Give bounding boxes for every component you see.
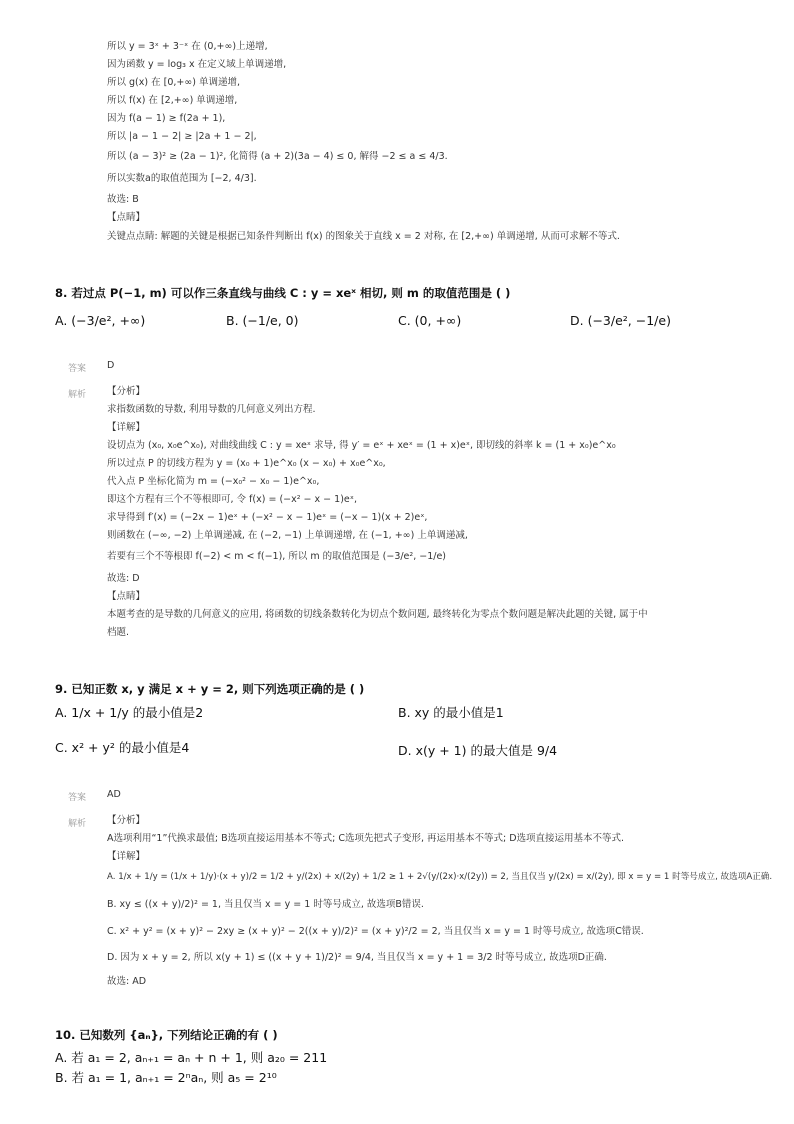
- analysis-line: D. 因为 x + y = 2, 所以 x(y + 1) ≤ ((x + y + 1)/2)² = 9/4, 当且仅当 x = y + 1 = 3/2 时等号成立, 故选项D正确.: [107, 952, 607, 963]
- analysis-line: 若要有三个不等根即 f(−2) < m < f(−1), 所以 m 的取值范围是 (−3/e², −1/e): [107, 551, 447, 562]
- option-b: B. 若 a₁ = 1, aₙ₊₁ = 2ⁿaₙ, 则 a₅ = 2¹⁰: [55, 1070, 277, 1085]
- analysis-line: 档题.: [107, 627, 130, 638]
- analysis-line: 故选: D: [107, 573, 140, 584]
- analysis-line: 【详解】: [107, 422, 146, 433]
- analysis-line: 求指数函数的导数, 利用导数的几何意义列出方程.: [107, 404, 316, 415]
- solution-line: 所以 f(x) 在 [2,+∞) 单调递增,: [107, 95, 238, 106]
- answer-tag: 答案: [68, 364, 87, 374]
- answer-value: AD: [107, 789, 121, 800]
- option-c: C. x² + y² 的最小值是4: [55, 740, 190, 755]
- option-a: A. 若 a₁ = 2, aₙ₊₁ = aₙ + n + 1, 则 a₂₀ = 211: [55, 1050, 328, 1065]
- analysis-line: 【点睛】: [107, 591, 146, 602]
- solution-line: 所以 g(x) 在 [0,+∞) 单调递增,: [107, 77, 241, 88]
- analysis-line: 设切点为 (x₀, x₀e^x₀), 对曲线曲线 C : y = xeˣ 求导, 得 y′ = eˣ + xeˣ = (1 + x)eˣ, 即切线的斜率 k = (1 + x₀)e^x₀: [107, 440, 616, 451]
- option-d: D. x(y + 1) 的最大值是 9/4: [398, 743, 558, 758]
- option-c: C. (0, +∞): [398, 313, 462, 328]
- analysis-tag: 解析: [68, 819, 87, 829]
- analysis-line: A选项利用“1”代换求最值; B选项直接运用基本不等式; C选项先把式子变形, 再运用基本不等式; D选项直接运用基本不等式.: [107, 833, 625, 844]
- analysis-line: A. 1/x + 1/y = (1/x + 1/y)·(x + y)/2 = 1/2 + y/(2x) + x/(2y) + 1/2 ≥ 1 + 2√(y/(2x)·x/(2y)) = 2, 当且仅当 y/(2x) = x/(2y), 即 x = y = 1 时等号成立, 故选项A正确.: [107, 872, 773, 882]
- question-stem: 10. 已知数列 {aₙ}, 下列结论正确的有 ( ): [55, 1028, 278, 1042]
- solution-line: 因为 f(a − 1) ≥ f(2a + 1),: [107, 113, 226, 124]
- analysis-line: 即这个方程有三个不等根即可, 令 f(x) = (−x² − x − 1)eˣ,: [107, 494, 357, 505]
- analysis-line: 本题考查的是导数的几何意义的应用, 将函数的切线条数转化为切点个数问题, 最终转化为零点个数问题是解决此题的关键, 属于中: [107, 609, 648, 620]
- option-b: B. (−1/e, 0): [226, 313, 299, 328]
- solution-line: 关键点点睛: 解题的关键是根据已知条件判断出 f(x) 的图象关于直线 x = 2 对称, 在 [2,+∞) 单调递增, 从而可求解不等式.: [107, 231, 620, 242]
- analysis-line: 故选: AD: [107, 976, 147, 987]
- analysis-line: 所以过点 P 的切线方程为 y = (x₀ + 1)e^x₀ (x − x₀) + x₀e^x₀,: [107, 458, 386, 469]
- answer-tag: 答案: [68, 793, 87, 803]
- analysis-line: C. x² + y² = (x + y)² − 2xy ≥ (x + y)² − 2((x + y)/2)² = (x + y)²/2 = 2, 当且仅当 x = y = 1 时等号成立, 故选项C错误.: [107, 926, 644, 937]
- answer-value: D: [107, 360, 115, 371]
- option-b: B. xy 的最小值是1: [398, 705, 504, 720]
- analysis-line: 【详解】: [107, 851, 146, 862]
- solution-line: 所以 |a − 1 − 2| ≥ |2a + 1 − 2|,: [107, 131, 257, 142]
- solution-line: 【点睛】: [107, 212, 146, 223]
- option-a: A. (−3/e², +∞): [55, 313, 146, 328]
- solution-line: 所以 y = 3ˣ + 3⁻ˣ 在 (0,+∞)上递增,: [107, 41, 268, 52]
- solution-line: 所以实数a的取值范围为 [−2, 4/3].: [107, 173, 257, 184]
- solution-line: 因为函数 y = log₃ x 在定义域上单调递增,: [107, 59, 287, 70]
- analysis-line: 代入点 P 坐标化简为 m = (−x₀² − x₀ − 1)e^x₀,: [107, 476, 320, 487]
- question-stem: 9. 已知正数 x, y 满足 x + y = 2, 则下列选项正确的是 ( ): [55, 682, 365, 696]
- solution-line: 所以 (a − 3)² ≥ (2a − 1)², 化简得 (a + 2)(3a − 4) ≤ 0, 解得 −2 ≤ a ≤ 4/3.: [107, 151, 448, 162]
- analysis-line: 求导得到 f′(x) = (−2x − 1)eˣ + (−x² − x − 1)eˣ = (−x − 1)(x + 2)eˣ,: [107, 512, 428, 523]
- question-stem: 8. 若过点 P(−1, m) 可以作三条直线与曲线 C : y = xeˣ 相切, 则 m 的取值范围是 ( ): [55, 286, 511, 300]
- analysis-line: 则函数在 (−∞, −2) 上单调递减, 在 (−2, −1) 上单调递增, 在 (−1, +∞) 上单调递减,: [107, 530, 468, 541]
- analysis-line: 【分析】: [107, 815, 146, 826]
- option-d: D. (−3/e², −1/e): [570, 313, 671, 328]
- analysis-line: 【分析】: [107, 386, 146, 397]
- analysis-line: B. xy ≤ ((x + y)/2)² = 1, 当且仅当 x = y = 1 时等号成立, 故选项B错误.: [107, 899, 424, 910]
- solution-line: 故选: B: [107, 194, 139, 205]
- option-a: A. 1/x + 1/y 的最小值是2: [55, 705, 204, 720]
- analysis-tag: 解析: [68, 390, 87, 400]
